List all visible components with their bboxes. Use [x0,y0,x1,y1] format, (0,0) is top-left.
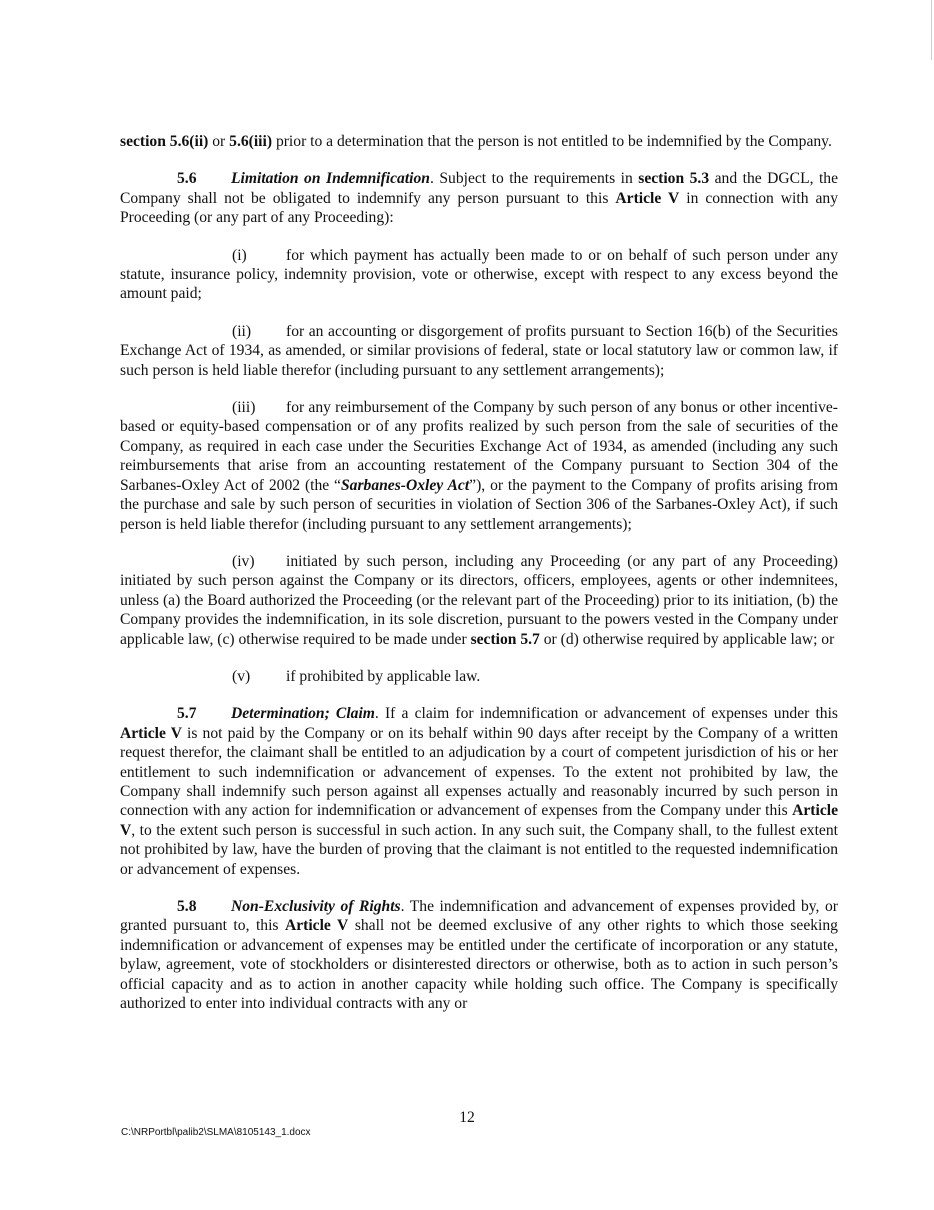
section-5-7-number: 5.7 [177,705,197,723]
limitation-item-iv [120,552,838,649]
section-5-6-heading: Limitation on Indemnification [231,170,430,188]
footer-file-path: C:\NRPortbl\palib2\SLMA\8105143_1.docx [121,1127,311,1138]
item-iv-reference: section 5.7 [470,630,540,648]
item-iii-defined-term: Sarbanes-Oxley Act [340,476,470,494]
item-i-number: (i) [232,246,247,264]
intro-reference-a: section 5.6(ii) [120,133,209,150]
section-5-6-text-c: in connection with any Proceeding (or any part of any Proceeding): [120,189,839,227]
section-5-8-paragraph [120,897,838,1013]
limitation-item-iii [120,398,838,534]
section-5-6-reference-b: Article V [615,189,680,207]
limitation-item-i [120,246,838,304]
section-5-6-reference-a: section 5.3 [638,170,710,188]
item-iv-text-a: initiated by such person, including any Proceeding (or any part of any Proceeding) initiated by such person against the Company or its directors, officers, employees, agents or other indemnitees, unless (a) the Board authorized the Proceeding (or the relevant part of the Proceeding) prior to its initiation, (b) the Company provides the indemnification, in its sole discretion, pursuant to the powers vested in the Company under applicable law, (c) otherwise required to be made under [120,552,838,648]
intro-text-a: or [208,133,230,150]
intro-text-b: prior to a determination that the person is not entitled to be indemnified by the Company. [272,133,832,150]
section-5-6-paragraph [120,169,838,227]
section-5-6-text-a: . Subject to the requirements in [429,170,639,188]
section-5-8-text-a: . The indemnification and advancement of expenses provided by, or granted pursuant to, this [120,898,838,935]
section-5-8-heading: Non-Exclusivity of Rights [231,898,401,915]
item-ii-text: for an accounting or disgorgement of profits pursuant to Section 16(b) of the Securities Exchange Act of 1934, as amended, or similar provisions of federal, state or local statutory law or common law, if such person is held liable therefor (including pursuant to any settlement arrangements); [120,322,838,379]
limitation-item-ii [120,322,838,380]
item-iv-number: (iv) [232,552,255,570]
limitation-item-v [120,667,838,686]
section-5-7-text-b: is not paid by the Company or on its behalf within 90 days after receipt by the Company of a written request therefor, the claimant shall be entitled to an adjudication by a court of competent jurisdiction of his or her entitlement to such indemnification or advancement of expenses. To the extent not prohibited by law, the Company shall indemnify such person against all expenses actually and reasonably incurred by such person in connection with any action for indemnification or advancement of expenses from the Company under this [120,724,839,820]
section-5-7-paragraph [120,704,838,879]
item-v-number: (v) [232,667,251,685]
intro-reference-b: 5.6(iii) [229,133,273,150]
item-iii-text-b: ”), or the payment to the Company of profits arising from the purchase and sale by such person of securities in violation of Section 306 of the Sarbanes-Oxley Act), if such person is held liable therefor (including pursuant to any settlement arrangements); [120,476,838,533]
item-i-text: for which payment has actually been made to or on behalf of such person under any statute, insurance policy, indemnity provision, vote or otherwise, except with respect to any excess beyond the amount paid; [120,246,838,303]
item-v-text: if prohibited by applicable law. [286,667,481,685]
section-5-6-number: 5.6 [177,170,197,188]
page-edge-line [931,0,932,60]
section-5-8-reference: Article V [284,917,349,935]
section-5-7-text-c: , to the extent such person is successful in such action. In any such suit, the Company shall, to the fullest extent not prohibited by law, have the burden of proving that the claimant is not entitled to the requested indemnification or advancement of expenses. [120,821,838,878]
section-5-6-text-b: and the DGCL, the Company shall not be obligated to indemnify any person pursuant to this [120,170,839,207]
item-iii-text-a: for any reimbursement of the Company by such person of any bonus or other incentive-based or equity-based compensation or of any profits realized by such person from the sale of securities of the Company, as required in each case under the Securities Exchange Act of 1934, as amended (including any such reimbursements that arise from an accounting restatement of the Company pursuant to Section 304 of the Sarbanes-Oxley Act of 2002 (the “ [120,399,838,494]
intro-paragraph [120,132,838,151]
section-5-7-reference-a: Article V [120,724,182,742]
section-5-7-heading: Determination; Claim [231,705,375,723]
page-number: 12 [459,1109,475,1126]
item-iv-text-b: or (d) otherwise required by applicable law; or [539,630,835,648]
section-5-7-text-a: . If a claim for indemnification or advancement of expenses under this [374,705,839,723]
section-5-8-text-b: shall not be deemed exclusive of any other rights to which those seeking indemnification or advancement of expenses may be entitled under the certificate of incorporation or any statute, bylaw, agreement, vote of stockholders or disinterested directors or otherwise, both as to action in such person’s official capacity and as to action in another capacity while holding such office. The Company is specifically authorized to enter into individual contracts with any or [120,917,838,1013]
item-iii-number: (iii) [232,399,256,417]
item-ii-number: (ii) [232,322,252,340]
section-5-8-number: 5.8 [177,898,197,915]
document-body [120,132,838,1031]
section-5-7-reference-b: Article V [120,802,838,839]
